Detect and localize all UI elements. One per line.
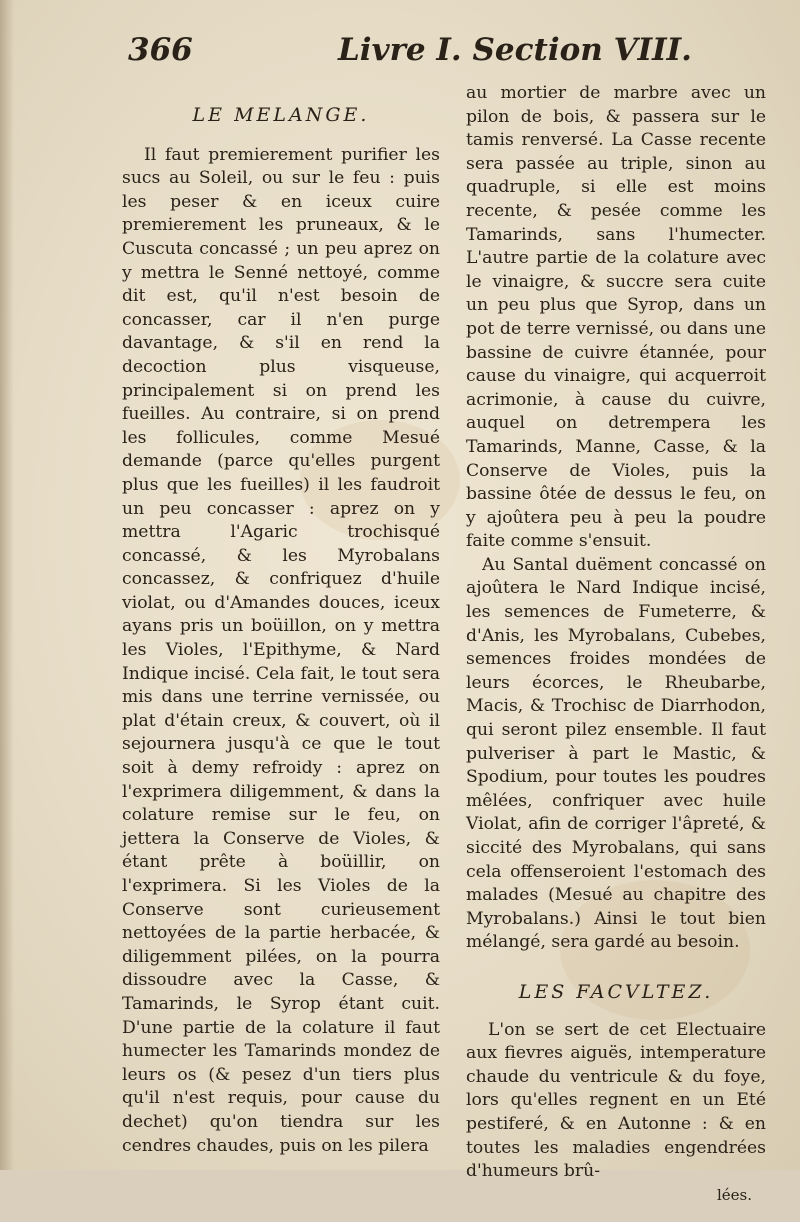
page-header — [128, 28, 692, 78]
body-paragraph: L'on se sert de cet Electuaire aux fievres aiguës, intemperature chaude du ventricule & du foye, lors qu'elles regnent en un Eté pestiferé, & en Autonne : & en toutes les maladies engendrées d'humeurs brû- — [466, 1019, 766, 1182]
page-spine-shadow — [0, 0, 14, 1170]
section-title-melange: LE MELANGE. — [192, 104, 370, 126]
body-paragraph: Au Santal duëment concassé on ajoûtera le Nard Indique incisé, les semences de Fumeterre, & d'Anis, les Myrobalans, Cubebes, semences froides mondées de leurs écorces, le Rheubarbe, Macis, & Trochisc de Diarrhodon, qui seront pilez ensemble. Il faut pulveriser à part le Mastic, & Spodium, pour toutes les poudres mêlées, confriquer avec huile Violat, afin de corriger l'âpreté, & siccité des Myrobalans, qui sans cela offenseroient l'estomach des malades (Mesué au chapitre des Myrobalans.) Ainsi le tout bien mélangé, sera gardé au besoin. — [466, 554, 766, 953]
body-paragraph: Il faut premierement purifier les sucs au Soleil, ou sur le feu : puis les peser & en iceux cuire premierement les pruneaux, & le Cuscuta concassé ; un peu aprez on y mettra le Senné nettoyé, comme dit est, qu'il n'est besoin de concasser, car il n'en purge davantage, & s'il en rend la decoction plus visqueuse, principalement si on prend les fueilles. Au contraire, si on prend les follicules, comme Mesué demande (parce qu'elles purgent plus que les fueilles) il les faudroit un peu concasser : aprez on y mettra l'Agaric trochisqué concassé, & les Myrobalans concassez, & confriquez d'huile violat, ou d'Amandes douces, iceux ayans pris un boüillon, on y mettra les Violes, l'Epithyme, & Nard Indique incisé. Cela fait, le tout sera mis dans une terrine vernissée, ou plat d'étain creux, & couvert, où il sejournera jusqu'à ce que le tout soit à demy refroidy : aprez on l'exprimera diligemment, & dans la colature remise sur le feu, on jettera la Conserve de Violes, & étant prête à boüillir, on l'exprimera. Si les Violes de la Conserve sont curieusement nettoyées de la partie herbacée, & diligemment pilées, on la pourra dissoudre avec la Casse, & Tamarinds, le Syrop étant cuit. D'une partie de la colature il faut humecter les Tamarinds mondez de leurs os (& pesez d'un tiers plus qu'il n'est requis, pour cause du dechet) qu'on tiendra sur les cendres chaudes, puis on les pilera — [122, 144, 440, 1156]
section-title-facultez: LES FACVLTEZ. — [518, 980, 714, 1003]
left-column — [122, 82, 440, 1158]
catchword: lées. — [716, 1185, 752, 1204]
body-paragraph-continued: au mortier de marbre avec un pilon de bois, & passera sur le tamis renversé. La Casse recente sera passée au triple, sinon au quadruple, si elle est moins recente, & pesée comme les Tamarinds, sans l'humecter. L'autre partie de la colature avec le vinaigre, & succre sera cuite un peu plus que Syrop, dans un pot de terre vernissé, ou dans une bassine de cuivre étannée, pour cause du vinaigre, qui acquerroit acrimonie, à cause du cuivre, auquel on detrempera les Tamarinds, Manne, Casse, & la Conserve de Violes, puis la bassine ôtée de dessus le feu, on y ajoûtera peu à peu la poudre faite comme s'ensuit. — [466, 83, 766, 552]
page-number: 366 — [128, 32, 193, 68]
running-head: Livre I. Section VIII. — [338, 32, 692, 68]
right-column — [466, 82, 766, 1222]
